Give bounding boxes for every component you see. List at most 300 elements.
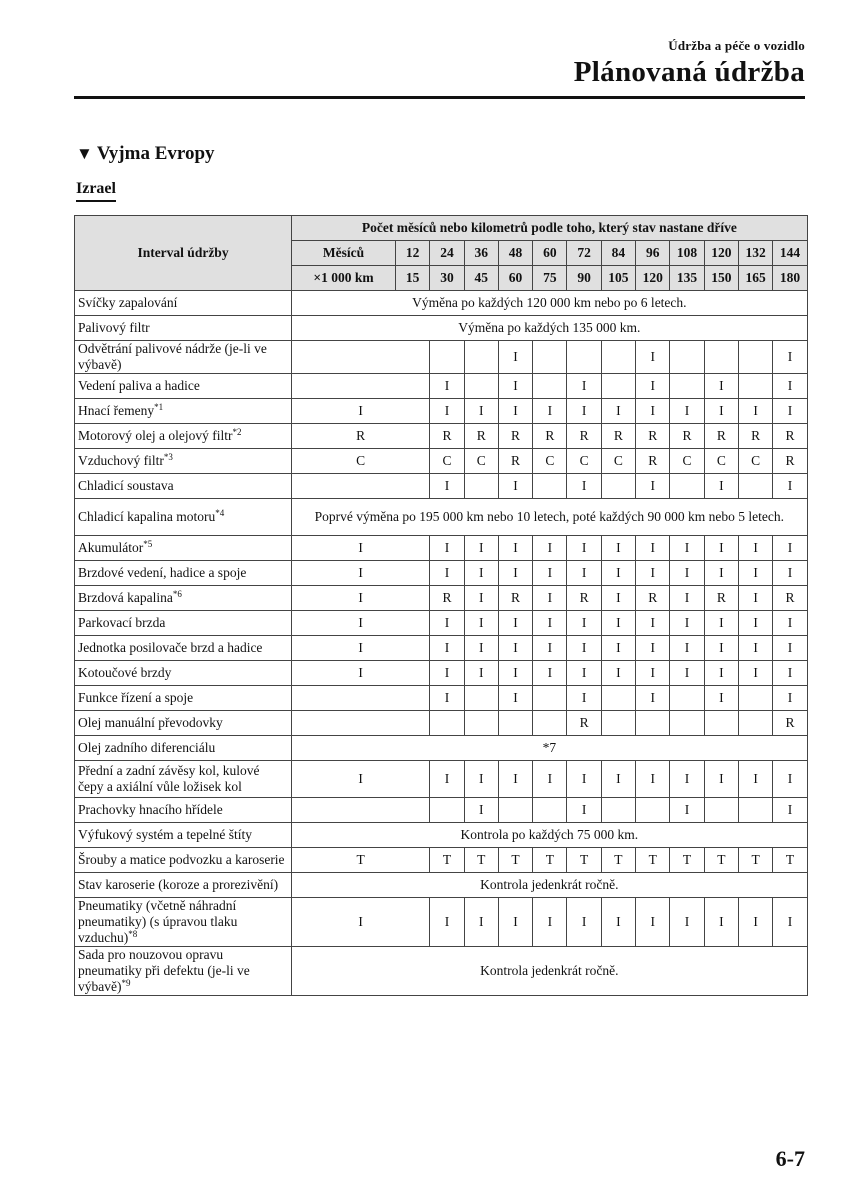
schedule-cell: I xyxy=(670,898,704,947)
table-row xyxy=(75,686,808,711)
schedule-cell: I xyxy=(738,661,772,686)
item-label: Motorový olej a olejový filtr xyxy=(78,428,233,443)
item-cell xyxy=(75,474,292,499)
item-label: Svíčky zapalování xyxy=(78,295,178,310)
schedule-cell xyxy=(567,341,601,374)
schedule-cell xyxy=(670,711,704,736)
schedule-cell xyxy=(292,474,430,499)
item-label: Olej manuální převodovky xyxy=(78,715,223,730)
schedule-cell xyxy=(292,686,430,711)
item-label: Šrouby a matice podvozku a karoserie xyxy=(78,852,285,867)
item-label: Pneumatiky (včetně náhradní pneumatiky) (s úpravou tlaku vzduchu) xyxy=(78,898,238,945)
item-cell xyxy=(75,686,292,711)
table-row xyxy=(75,736,808,761)
km-header-cell: 135 xyxy=(670,266,704,291)
schedule-cell: R xyxy=(738,424,772,449)
schedule-cell: I xyxy=(670,586,704,611)
schedule-cell: I xyxy=(704,761,738,798)
item-label: Palivový filtr xyxy=(78,320,150,335)
schedule-cell: I xyxy=(601,399,635,424)
item-label: Hnací řemeny xyxy=(78,403,155,418)
schedule-cell xyxy=(533,374,567,399)
schedule-cell: I xyxy=(533,636,567,661)
table-row xyxy=(75,898,808,947)
table-row xyxy=(75,291,808,316)
schedule-cell: R xyxy=(498,449,532,474)
schedule-cell: R xyxy=(773,586,807,611)
schedule-cell xyxy=(464,474,498,499)
schedule-cell: I xyxy=(567,798,601,823)
month-header-cell: 96 xyxy=(636,241,670,266)
km-header-cell: 75 xyxy=(533,266,567,291)
schedule-cell: I xyxy=(498,761,532,798)
item-cell xyxy=(75,947,292,996)
item-cell xyxy=(75,316,292,341)
schedule-cell: I xyxy=(670,661,704,686)
item-cell xyxy=(75,823,292,848)
schedule-cell: C xyxy=(464,449,498,474)
schedule-cell xyxy=(464,341,498,374)
month-header-cell: 84 xyxy=(601,241,635,266)
item-cell xyxy=(75,798,292,823)
schedule-cell: I xyxy=(292,661,430,686)
schedule-cell xyxy=(533,798,567,823)
page-number: 6-7 xyxy=(775,1146,805,1171)
schedule-cell: R xyxy=(670,424,704,449)
interval-note-cell: Kontrola jedenkrát ročně. xyxy=(292,873,808,898)
footnote-ref: *1 xyxy=(154,402,164,412)
schedule-cell: I xyxy=(292,898,430,947)
maintenance-schedule-table xyxy=(74,215,808,996)
schedule-cell: R xyxy=(773,424,807,449)
schedule-cell xyxy=(533,686,567,711)
schedule-cell: I xyxy=(464,636,498,661)
schedule-cell: I xyxy=(567,611,601,636)
item-cell xyxy=(75,711,292,736)
schedule-cell xyxy=(464,711,498,736)
table-row xyxy=(75,536,808,561)
schedule-cell: I xyxy=(738,536,772,561)
item-cell xyxy=(75,873,292,898)
schedule-cell xyxy=(430,798,464,823)
km-header-cell: 165 xyxy=(738,266,772,291)
schedule-cell: I xyxy=(636,474,670,499)
schedule-cell: R xyxy=(567,424,601,449)
schedule-cell: I xyxy=(601,636,635,661)
schedule-cell: I xyxy=(498,399,532,424)
schedule-cell: I xyxy=(292,399,430,424)
schedule-cell: I xyxy=(738,898,772,947)
footnote-ref: *3 xyxy=(163,452,173,462)
schedule-cell: I xyxy=(533,399,567,424)
schedule-cell: I xyxy=(704,561,738,586)
schedule-cell: I xyxy=(292,586,430,611)
title-rule xyxy=(74,96,805,99)
table-row xyxy=(75,848,808,873)
item-label: Brzdová kapalina xyxy=(78,590,173,605)
schedule-cell: I xyxy=(498,898,532,947)
schedule-cell: T xyxy=(773,848,807,873)
schedule-cell: C xyxy=(292,449,430,474)
km-header-cell: 30 xyxy=(430,266,464,291)
table-row xyxy=(75,947,808,996)
schedule-cell: I xyxy=(430,374,464,399)
schedule-cell: I xyxy=(773,798,807,823)
schedule-cell xyxy=(430,711,464,736)
schedule-cell xyxy=(636,798,670,823)
schedule-cell: I xyxy=(636,536,670,561)
table-row xyxy=(75,798,808,823)
table-row xyxy=(75,823,808,848)
table-row xyxy=(75,761,808,798)
schedule-cell: I xyxy=(636,661,670,686)
schedule-cell: I xyxy=(567,536,601,561)
item-cell xyxy=(75,586,292,611)
schedule-cell: I xyxy=(670,798,704,823)
schedule-cell: I xyxy=(498,374,532,399)
schedule-cell: I xyxy=(533,536,567,561)
schedule-cell xyxy=(738,686,772,711)
month-header-cell: 144 xyxy=(773,241,807,266)
item-cell xyxy=(75,499,292,536)
schedule-cell: I xyxy=(567,374,601,399)
table-row xyxy=(75,661,808,686)
table-row xyxy=(75,399,808,424)
schedule-cell xyxy=(601,711,635,736)
schedule-cell: I xyxy=(738,586,772,611)
schedule-cell: I xyxy=(601,561,635,586)
schedule-cell: I xyxy=(670,399,704,424)
table-row xyxy=(75,424,808,449)
schedule-cell: I xyxy=(773,636,807,661)
schedule-cell: I xyxy=(636,636,670,661)
item-cell xyxy=(75,848,292,873)
footnote-ref: *4 xyxy=(215,508,225,518)
schedule-cell: I xyxy=(704,536,738,561)
section-title: Vyjma Evropy xyxy=(96,143,215,164)
schedule-cell: R xyxy=(292,424,430,449)
schedule-cell: I xyxy=(533,561,567,586)
schedule-cell xyxy=(670,686,704,711)
schedule-cell: R xyxy=(498,424,532,449)
schedule-cell: I xyxy=(636,561,670,586)
schedule-cell: I xyxy=(430,898,464,947)
item-label: Akumulátor xyxy=(78,540,144,555)
item-label: Chladicí kapalina motoru xyxy=(78,509,216,524)
schedule-cell: C xyxy=(601,449,635,474)
km-header-cell: 180 xyxy=(773,266,807,291)
schedule-cell: I xyxy=(292,611,430,636)
km-header-cell: 105 xyxy=(601,266,635,291)
table-header xyxy=(75,216,808,291)
schedule-cell: I xyxy=(601,536,635,561)
schedule-cell: I xyxy=(601,611,635,636)
schedule-cell: I xyxy=(670,536,704,561)
schedule-cell xyxy=(704,711,738,736)
triangle-marker-icon: ▼ xyxy=(76,144,93,163)
item-cell xyxy=(75,399,292,424)
item-label: Funkce řízení a spoje xyxy=(78,690,194,705)
month-header-cell: 72 xyxy=(567,241,601,266)
schedule-cell: I xyxy=(292,536,430,561)
schedule-cell xyxy=(738,341,772,374)
schedule-cell: R xyxy=(533,424,567,449)
schedule-cell: I xyxy=(464,761,498,798)
schedule-cell: I xyxy=(704,611,738,636)
schedule-cell: I xyxy=(567,898,601,947)
schedule-cell: I xyxy=(601,761,635,798)
schedule-cell: I xyxy=(636,898,670,947)
schedule-cell: C xyxy=(704,449,738,474)
schedule-cell xyxy=(533,474,567,499)
schedule-cell xyxy=(292,341,430,374)
schedule-cell: I xyxy=(773,374,807,399)
table-body xyxy=(75,291,808,996)
schedule-cell: T xyxy=(601,848,635,873)
item-cell xyxy=(75,374,292,399)
schedule-cell: I xyxy=(498,636,532,661)
schedule-cell: I xyxy=(533,898,567,947)
km-header-cell: 150 xyxy=(704,266,738,291)
schedule-cell: I xyxy=(430,686,464,711)
table-row xyxy=(75,449,808,474)
km-header-cell: 120 xyxy=(636,266,670,291)
table-row xyxy=(75,374,808,399)
month-header-cell: 120 xyxy=(704,241,738,266)
item-cell xyxy=(75,341,292,374)
schedule-cell: R xyxy=(567,586,601,611)
schedule-cell: R xyxy=(567,711,601,736)
schedule-cell: I xyxy=(292,561,430,586)
schedule-cell: I xyxy=(738,561,772,586)
schedule-cell: R xyxy=(704,424,738,449)
schedule-cell: R xyxy=(601,424,635,449)
schedule-cell: I xyxy=(464,898,498,947)
schedule-cell: I xyxy=(636,399,670,424)
schedule-cell: I xyxy=(773,474,807,499)
schedule-cell: I xyxy=(533,611,567,636)
table-row xyxy=(75,341,808,374)
table-row xyxy=(75,586,808,611)
interval-header: Interval údržby xyxy=(75,216,292,291)
schedule-cell: T xyxy=(670,848,704,873)
footnote-ref: *6 xyxy=(172,589,182,599)
period-caption: Počet měsíců nebo kilometrů podle toho, který stav nastane dříve xyxy=(292,216,808,241)
schedule-cell: I xyxy=(498,661,532,686)
item-cell xyxy=(75,898,292,947)
schedule-cell: I xyxy=(738,399,772,424)
item-label: Kotoučové brzdy xyxy=(78,665,172,680)
schedule-cell: I xyxy=(636,341,670,374)
schedule-cell: I xyxy=(464,399,498,424)
schedule-cell: I xyxy=(636,686,670,711)
schedule-cell: I xyxy=(498,474,532,499)
item-label: Přední a zadní závěsy kol, kulové čepy a axiální vůle ložisek kol xyxy=(78,763,260,794)
item-cell xyxy=(75,611,292,636)
footnote-ref: *5 xyxy=(143,539,153,549)
schedule-cell: I xyxy=(430,399,464,424)
schedule-cell: I xyxy=(292,761,430,798)
km-header-cell: 60 xyxy=(498,266,532,291)
schedule-cell: I xyxy=(636,611,670,636)
month-header-cell: 60 xyxy=(533,241,567,266)
item-cell xyxy=(75,661,292,686)
schedule-cell xyxy=(738,474,772,499)
schedule-cell: T xyxy=(498,848,532,873)
schedule-cell: T xyxy=(292,848,430,873)
schedule-cell: I xyxy=(704,474,738,499)
schedule-cell: I xyxy=(464,536,498,561)
schedule-cell: I xyxy=(533,761,567,798)
schedule-cell: I xyxy=(464,798,498,823)
schedule-cell: I xyxy=(498,536,532,561)
schedule-cell: I xyxy=(464,661,498,686)
item-label: Prachovky hnacího hřídele xyxy=(78,802,223,817)
item-label: Stav karoserie (koroze a prorezivění) xyxy=(78,877,279,892)
schedule-cell: I xyxy=(704,661,738,686)
schedule-cell: C xyxy=(738,449,772,474)
schedule-cell: I xyxy=(601,898,635,947)
schedule-cell: I xyxy=(533,586,567,611)
schedule-cell: I xyxy=(567,399,601,424)
schedule-cell: I xyxy=(738,761,772,798)
schedule-cell: I xyxy=(430,661,464,686)
item-cell xyxy=(75,736,292,761)
km-header-cell: 15 xyxy=(396,266,430,291)
item-label: Jednotka posilovače brzd a hadice xyxy=(78,640,263,655)
item-label: Vzduchový filtr xyxy=(78,453,164,468)
schedule-cell xyxy=(601,374,635,399)
table-row xyxy=(75,474,808,499)
schedule-cell: I xyxy=(773,761,807,798)
table-row xyxy=(75,611,808,636)
item-cell xyxy=(75,761,292,798)
item-label: Výfukový systém a tepelné štíty xyxy=(78,827,252,842)
schedule-cell: I xyxy=(773,611,807,636)
interval-note-cell: Výměna po každých 135 000 km. xyxy=(292,316,808,341)
schedule-cell: R xyxy=(704,586,738,611)
month-header-cell: 12 xyxy=(396,241,430,266)
schedule-cell xyxy=(738,374,772,399)
schedule-cell xyxy=(498,798,532,823)
schedule-cell: I xyxy=(567,761,601,798)
schedule-cell xyxy=(533,711,567,736)
schedule-cell: R xyxy=(430,586,464,611)
schedule-cell: I xyxy=(430,536,464,561)
schedule-cell: I xyxy=(430,761,464,798)
interval-note-cell: Kontrola po každých 75 000 km. xyxy=(292,823,808,848)
schedule-cell xyxy=(464,374,498,399)
schedule-cell: I xyxy=(670,611,704,636)
schedule-cell xyxy=(292,374,430,399)
month-header-cell: 48 xyxy=(498,241,532,266)
km-header-cell: 90 xyxy=(567,266,601,291)
schedule-cell: I xyxy=(601,661,635,686)
footnote-ref: *9 xyxy=(121,978,131,988)
schedule-cell: C xyxy=(670,449,704,474)
item-cell xyxy=(75,636,292,661)
schedule-cell: I xyxy=(670,761,704,798)
schedule-cell xyxy=(464,686,498,711)
month-header-cell: 24 xyxy=(430,241,464,266)
schedule-cell xyxy=(636,711,670,736)
item-label: Vedení paliva a hadice xyxy=(78,378,200,393)
schedule-cell: I xyxy=(567,686,601,711)
footnote-ref: *8 xyxy=(128,929,138,939)
schedule-cell xyxy=(670,341,704,374)
schedule-cell: I xyxy=(430,474,464,499)
schedule-cell: I xyxy=(773,898,807,947)
schedule-cell: I xyxy=(498,686,532,711)
schedule-cell: I xyxy=(670,561,704,586)
schedule-cell xyxy=(498,711,532,736)
schedule-cell: I xyxy=(292,636,430,661)
item-cell xyxy=(75,449,292,474)
interval-note-cell: Kontrola jedenkrát ročně. xyxy=(292,947,808,996)
schedule-cell: I xyxy=(430,636,464,661)
schedule-cell: I xyxy=(670,636,704,661)
item-label: Parkovací brzda xyxy=(78,615,166,630)
schedule-cell: I xyxy=(464,611,498,636)
schedule-cell: R xyxy=(464,424,498,449)
schedule-cell: I xyxy=(498,561,532,586)
footnote-ref: *2 xyxy=(232,427,242,437)
table-row xyxy=(75,711,808,736)
month-header-cell: 36 xyxy=(464,241,498,266)
schedule-cell xyxy=(601,474,635,499)
item-cell xyxy=(75,561,292,586)
schedule-cell: T xyxy=(533,848,567,873)
schedule-cell: I xyxy=(636,761,670,798)
schedule-cell: R xyxy=(773,711,807,736)
schedule-cell: I xyxy=(704,636,738,661)
subsection-heading: Izrael xyxy=(76,180,116,202)
item-label: Sada pro nouzovou opravu pneumatiky při defektu (je-li ve výbavě) xyxy=(78,947,250,994)
km-label: ×1 000 km xyxy=(292,266,396,291)
schedule-cell: I xyxy=(567,474,601,499)
interval-note-cell: Výměna po každých 120 000 km nebo po 6 letech. xyxy=(292,291,808,316)
table-row xyxy=(75,316,808,341)
schedule-cell: I xyxy=(773,686,807,711)
schedule-cell: I xyxy=(567,561,601,586)
schedule-cell: I xyxy=(498,611,532,636)
schedule-cell xyxy=(292,711,430,736)
item-cell xyxy=(75,424,292,449)
schedule-cell xyxy=(292,798,430,823)
schedule-cell: I xyxy=(567,636,601,661)
table-row xyxy=(75,636,808,661)
schedule-cell: T xyxy=(636,848,670,873)
page-title: Plánovaná údržba xyxy=(573,56,805,88)
schedule-cell: I xyxy=(601,586,635,611)
schedule-cell: I xyxy=(430,611,464,636)
schedule-cell: C xyxy=(430,449,464,474)
schedule-cell: C xyxy=(533,449,567,474)
item-label: Brzdové vedení, hadice a spoje xyxy=(78,565,247,580)
item-label: Olej zadního diferenciálu xyxy=(78,740,216,755)
interval-note-cell: Poprvé výměna po 195 000 km nebo 10 letech, poté každých 90 000 km nebo 5 letech. xyxy=(292,499,808,536)
schedule-cell: I xyxy=(704,686,738,711)
schedule-cell: I xyxy=(704,898,738,947)
schedule-cell: I xyxy=(773,399,807,424)
schedule-cell xyxy=(601,798,635,823)
schedule-cell: I xyxy=(498,341,532,374)
schedule-cell xyxy=(601,686,635,711)
schedule-cell: I xyxy=(636,374,670,399)
schedule-cell xyxy=(704,341,738,374)
schedule-cell: T xyxy=(738,848,772,873)
schedule-cell: R xyxy=(430,424,464,449)
